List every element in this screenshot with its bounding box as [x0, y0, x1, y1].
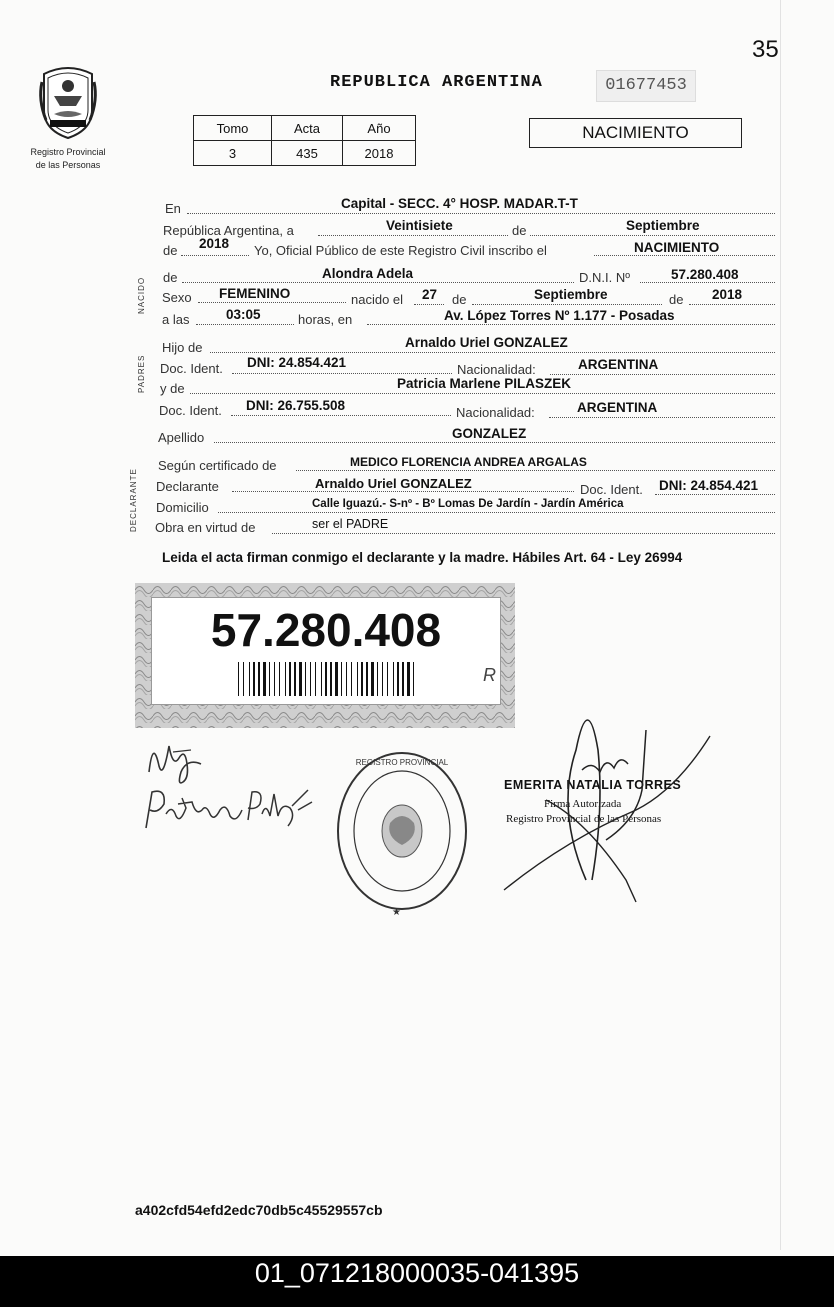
barcode-bar — [325, 662, 327, 696]
declarant-address: Calle Iguazú.- S-nº - Bº Lomas De Jardín - Jardín América — [312, 498, 624, 510]
official-signature — [496, 690, 726, 910]
label-horas: horas, en — [298, 312, 353, 327]
born-time: 03:05 — [226, 307, 261, 322]
label-sexo: Sexo — [162, 290, 192, 305]
mother-name: Patricia Marlene PILASZEK — [397, 376, 572, 391]
label-yde: y de — [160, 381, 185, 396]
barcode-bar — [335, 662, 338, 696]
label-official: Yo, Oficial Público de este Registro Civil inscribo el — [254, 243, 547, 258]
logo-caption-2: de las Personas — [35, 160, 101, 170]
tomo-value: 3 — [194, 141, 272, 166]
barcode-bar — [407, 662, 410, 696]
label-doc-mother: Doc. Ident. — [159, 403, 222, 418]
dotted-line — [550, 374, 775, 375]
declarant-signature — [143, 728, 215, 788]
dotted-line — [296, 470, 775, 471]
legal-note: Leida el acta firman conmigo el declarante y la madre. Hábiles Art. 64 - Ley 26994 — [162, 550, 683, 565]
mother-nationality: ARGENTINA — [577, 400, 658, 415]
label-dni: D.N.I. Nº — [579, 270, 630, 285]
barcode-bar — [402, 662, 404, 696]
barcode-bar — [294, 662, 296, 696]
barcode-bar — [377, 662, 378, 696]
barcode-bar — [253, 662, 255, 696]
barcode-bar — [321, 662, 322, 696]
barcode-card — [135, 583, 515, 728]
dotted-line — [655, 494, 775, 495]
barcode-bar — [289, 662, 291, 696]
tomo-header: Tomo — [194, 116, 272, 141]
dotted-line — [530, 235, 775, 236]
barcode-bar — [310, 662, 311, 696]
barcode-number: 57.280.408 — [210, 604, 442, 656]
dotted-line — [196, 324, 294, 325]
register-table — [193, 115, 416, 166]
born-year: 2018 — [712, 287, 743, 302]
mother-signature — [140, 780, 320, 838]
barcode-bar — [330, 662, 332, 696]
svg-text:REGISTRO PROVINCIAL: REGISTRO PROVINCIAL — [355, 758, 449, 767]
act-month: Septiembre — [626, 218, 700, 233]
barcode-bar — [341, 662, 342, 696]
official-name: EMERITA NATALIA TORRES — [504, 778, 682, 792]
official-title-1: Firma Autorizada — [544, 798, 622, 810]
barcode-bar — [366, 662, 368, 696]
official-title-2: Registro Provincial de las Personas — [506, 813, 662, 825]
barcode-panel — [151, 597, 501, 705]
page-edge — [780, 0, 781, 1250]
dotted-line — [190, 393, 775, 394]
father-nationality: ARGENTINA — [578, 357, 659, 372]
barcode-bar — [361, 662, 363, 696]
father-doc: DNI: 24.854.421 — [247, 355, 347, 370]
dotted-line — [689, 304, 775, 305]
act-event: NACIMIENTO — [634, 240, 720, 255]
barcode-bar — [243, 662, 244, 696]
barcode-icon — [238, 662, 418, 696]
anio-header: Año — [343, 116, 416, 141]
surname: GONZALEZ — [452, 426, 527, 441]
barcode-bar — [357, 662, 358, 696]
coat-of-arms-icon — [36, 60, 100, 140]
dotted-line — [640, 282, 775, 283]
dotted-line — [594, 255, 775, 256]
page-number: 35 — [752, 36, 779, 63]
father-name: Arnaldo Uriel GONZALEZ — [405, 335, 568, 350]
declarant-doc: DNI: 24.854.421 — [659, 478, 759, 493]
barcode-bar — [249, 662, 250, 696]
barcode-bar — [285, 662, 286, 696]
dotted-line — [231, 415, 451, 416]
act-year: 2018 — [199, 236, 230, 251]
mother-doc: DNI: 26.755.508 — [246, 398, 346, 413]
dotted-line — [318, 235, 508, 236]
born-dni: 57.280.408 — [671, 267, 739, 282]
dotted-line — [210, 352, 775, 353]
dotted-line — [414, 304, 444, 305]
record-type: NACIMIENTO — [529, 118, 742, 148]
side-label-nacido: NACIDO — [137, 276, 146, 314]
registered-mark: R — [483, 665, 496, 685]
label-doc-declarant: Doc. Ident. — [580, 482, 643, 497]
svg-text:★: ★ — [392, 907, 401, 918]
dotted-line — [272, 533, 775, 534]
anio-value: 2018 — [343, 141, 416, 166]
born-sex: FEMENINO — [219, 286, 291, 301]
dotted-line — [198, 302, 346, 303]
label-de: de — [512, 223, 527, 238]
document-title: REPUBLICA ARGENTINA — [330, 73, 543, 92]
act-place: Capital - SECC. 4° HOSP. MADAR.T-T — [341, 196, 578, 211]
born-day: 27 — [422, 287, 438, 302]
barcode-bar — [346, 662, 347, 696]
born-month: Septiembre — [534, 287, 608, 302]
barcode-bar — [279, 662, 280, 696]
act-day-words: Veintisiete — [386, 218, 453, 233]
barcode-bar — [263, 662, 266, 696]
barcode-bar — [258, 662, 260, 696]
side-label-padres: PADRES — [137, 354, 146, 393]
acta-value: 435 — [272, 141, 343, 166]
label-apellido: Apellido — [158, 430, 205, 445]
dotted-line — [181, 255, 249, 256]
provincial-logo — [22, 60, 114, 171]
dotted-line — [218, 512, 775, 513]
label-doc-father: Doc. Ident. — [160, 361, 223, 376]
label-de-year: de — [163, 243, 178, 258]
label-de3: de — [669, 292, 684, 307]
label-a-las: a las — [162, 312, 190, 327]
label-de2: de — [452, 292, 467, 307]
side-label-declarante: DECLARANTE — [129, 468, 138, 532]
dotted-line — [232, 491, 574, 492]
document-hash: a402cfd54efd2edc70db5c45529557cb — [135, 1202, 383, 1218]
footer-id: 01_071218000035-041395 — [254, 1258, 580, 1288]
barcode-bar — [351, 662, 352, 696]
barcode-bar — [274, 662, 275, 696]
dotted-line — [182, 282, 574, 283]
barcode-bar — [393, 662, 394, 696]
label-domicilio: Domicilio — [156, 500, 209, 515]
barcode-bar — [397, 662, 399, 696]
label-segun: Según certificado de — [158, 458, 277, 473]
born-name: Alondra Adela — [322, 266, 414, 281]
barcode-bar — [238, 662, 239, 696]
dotted-line — [472, 304, 662, 305]
dotted-line — [232, 373, 452, 374]
label-hijo: Hijo de — [162, 340, 203, 355]
barcode-bar — [315, 662, 316, 696]
label-obra: Obra en virtud de — [155, 520, 256, 535]
barcode-bar — [371, 662, 374, 696]
barcode-bar — [413, 662, 414, 696]
certificate: MEDICO FLORENCIA ANDREA ARGALAS — [350, 455, 587, 469]
dotted-line — [187, 213, 775, 214]
label-de-name: de — [163, 270, 178, 285]
dotted-line — [214, 442, 775, 443]
barcode-bar — [305, 662, 306, 696]
declarant-name: Arnaldo Uriel GONZALEZ — [315, 476, 472, 491]
label-nac-mother: Nacionalidad: — [456, 405, 535, 420]
acta-header: Acta — [272, 116, 343, 141]
label-declarante: Declarante — [156, 479, 219, 494]
label-nacido: nacido el — [351, 292, 404, 307]
born-address: Av. López Torres Nº 1.177 - Posadas — [444, 308, 675, 323]
dotted-line — [367, 324, 775, 325]
label-republica: República Argentina, a — [163, 223, 294, 238]
declarant-reason: ser el PADRE — [312, 517, 389, 531]
label-nac-father: Nacionalidad: — [457, 362, 536, 377]
barcode-bar — [387, 662, 388, 696]
serial-number: 01677453 — [596, 70, 696, 102]
logo-caption-1: Registro Provincial — [30, 147, 106, 157]
barcode-bar — [382, 662, 383, 696]
dotted-line — [549, 417, 775, 418]
barcode-bar — [269, 662, 270, 696]
label-en: En — [165, 201, 181, 216]
barcode-bar — [299, 662, 302, 696]
official-stamp — [334, 745, 474, 925]
